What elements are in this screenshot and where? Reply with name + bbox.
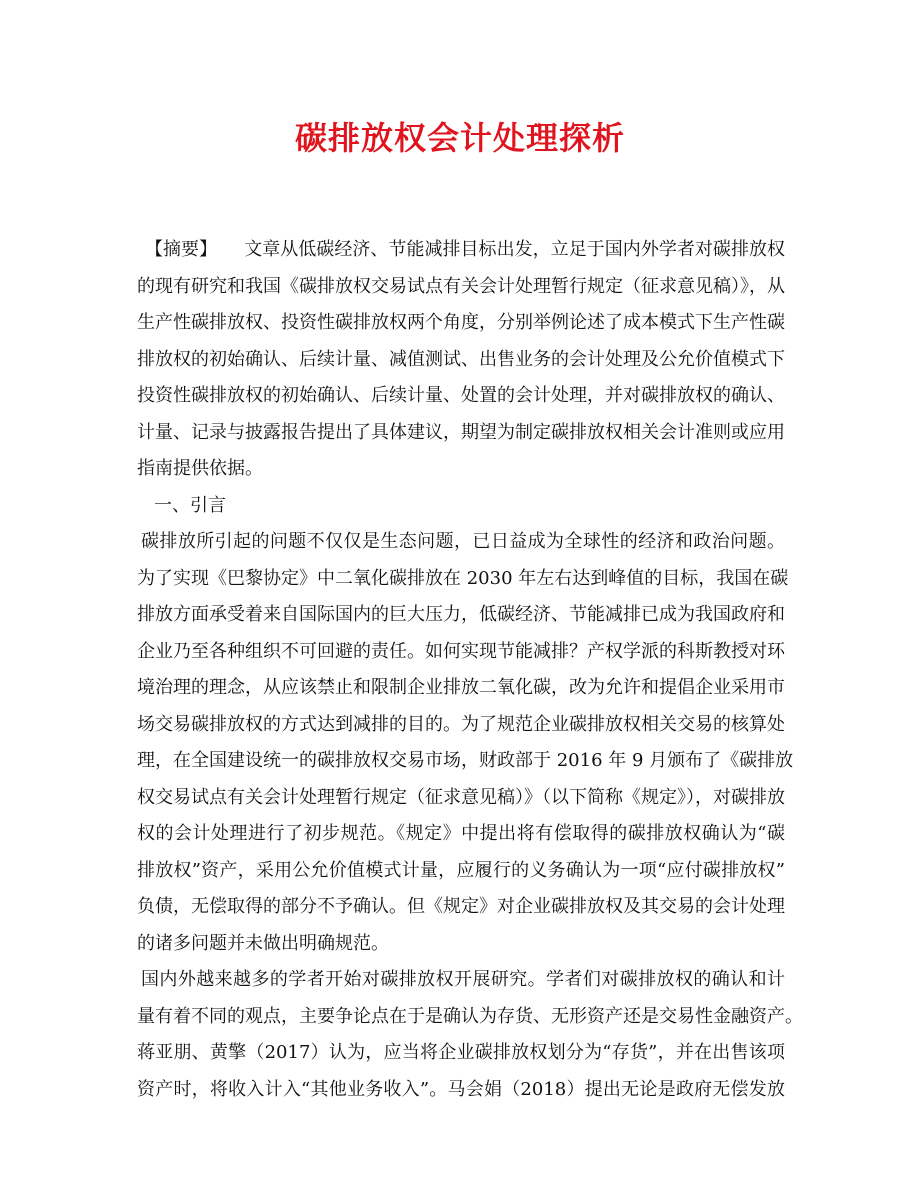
abstract-line-5: 投资性碳排放权的初始确认、后续计量、处置的会计处理，并对碳排放权的确认、 <box>137 385 785 406</box>
paragraph-1 <box>137 524 794 962</box>
abstract-label: 【摘要】 <box>145 239 209 260</box>
abstract-line-7: 指南提供依据。 <box>137 458 263 479</box>
abstract-line-6: 计量、记录与披露报告提出了具体建议，期望为制定碳排放权相关会计准则或应用 <box>137 421 785 443</box>
paragraph-line: 境治理的理念，从应该禁止和限制企业排放二氧化碳，改为允许和提倡企业采用市 <box>137 677 785 698</box>
paragraph-line: 蒋亚朋、黄擎（2017）认为，应当将企业碳排放权划分为“存货”，并在出售该项 <box>137 1042 785 1063</box>
abstract-text-1: 文章从低碳经济、节能减排目标出发，立足于国内外学者对碳排放权 <box>244 239 786 260</box>
paragraph-line: 资产时，将收入计入“其他业务收入”。马会娟（2018）提出无论是政府无偿发放 <box>137 1078 785 1100</box>
abstract-line-4: 排放权的初始确认、后续计量、减值测试、出售业务的会计处理及公允价值模式下 <box>137 348 785 370</box>
paragraph-line: 排放权”资产，采用公允价值模式计量，应履行的义务确认为一项“应付碳排放权” <box>137 859 785 881</box>
paragraph-line: 企业乃至各种组织不可回避的责任。如何实现节能减排？产权学派的科斯教授对环 <box>137 640 785 662</box>
paragraph-line: 权交易试点有关会计处理暂行规定（征求意见稿）》（以下简称《规定》），对碳排放 <box>137 786 785 808</box>
paragraph-line: 权的会计处理进行了初步规范。《规定》中提出将有偿取得的碳排放权确认为“碳 <box>137 823 785 844</box>
paragraph-line: 的诸多问题并未做出明确规范。 <box>137 932 389 954</box>
abstract-line-3: 生产性碳排放权、投资性碳排放权两个角度，分别举例论述了成本模式下生产性碳 <box>137 312 785 333</box>
paragraph-2 <box>137 962 803 1108</box>
paragraph-line: 碳排放所引起的问题不仅仅是生态问题，已日益成为全球性的经济和政治问题。 <box>141 531 785 552</box>
paragraph-line: 理，在全国建设统一的碳排放权交易市场，财政部于 2016 年 9 月颁布了《碳排放 <box>137 750 794 771</box>
paragraph-line: 场交易碳排放权的方式达到减排的目的。为了规范企业碳排放权相关交易的核算处 <box>137 713 785 735</box>
document-body <box>137 232 803 1108</box>
abstract-line-2: 的现有研究和我国《碳排放权交易试点有关会计处理暂行规定（征求意见稿）》，从 <box>137 275 785 297</box>
document-title: 碳排放权会计处理探析 <box>294 119 625 157</box>
abstract-line-1 <box>137 232 785 269</box>
paragraph-line: 排放方面承受着来自国际国内的巨大压力，低碳经济、节能减排已成为我国政府和 <box>137 604 785 625</box>
section-heading: 一、引言 <box>154 494 226 516</box>
abstract <box>137 232 785 488</box>
paragraph-line: 量有着不同的观点，主要争论点在于是确认为存货、无形资产还是交易性金融资产。 <box>137 1005 803 1027</box>
paragraph-line: 国内外越来越多的学者开始对碳排放权开展研究。学者们对碳排放权的确认和计 <box>141 969 785 990</box>
paragraph-line: 为了实现《巴黎协定》中二氧化碳排放在 2030 年左右达到峰值的目标，我国在碳 <box>137 567 789 589</box>
paragraph-line: 负债，无偿取得的部分不予确认。但《规定》对企业碳排放权及其交易的会计处理 <box>137 896 785 917</box>
